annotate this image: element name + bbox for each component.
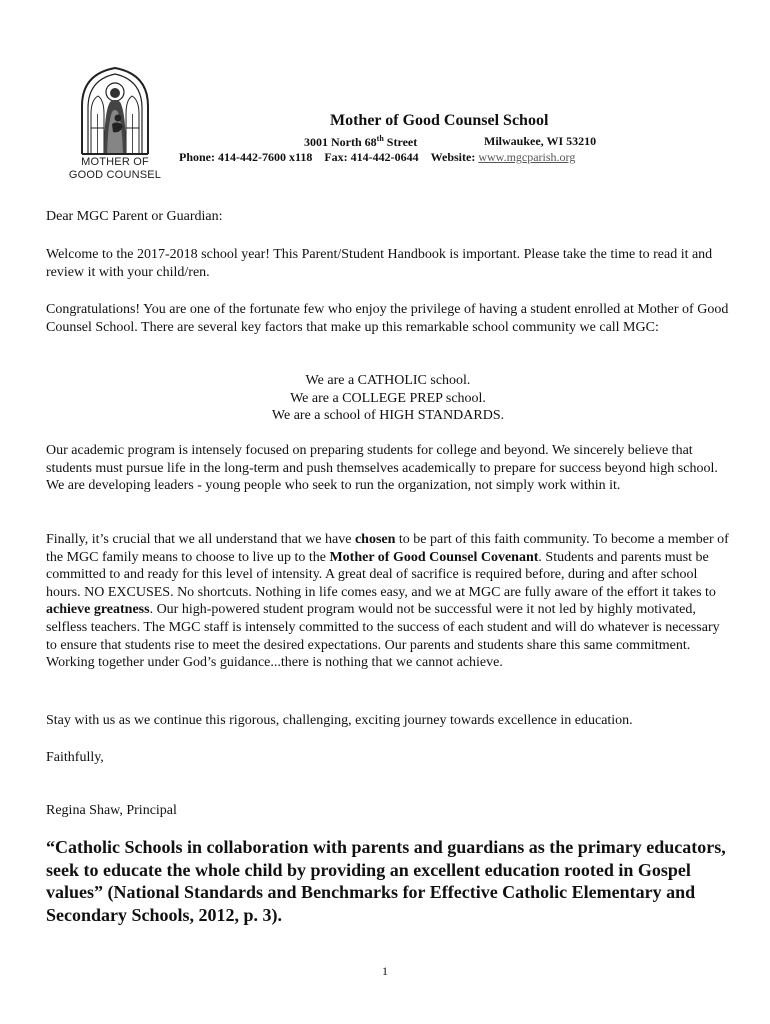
- city-state-zip: Milwaukee, WI 53210: [484, 134, 597, 148]
- school-name-heading: Mother of Good Counsel School: [330, 112, 549, 129]
- fax-number: Fax: 414-442-0644: [324, 150, 419, 164]
- mission-statements: [46, 372, 730, 425]
- greeting: Dear MGC Parent or Guardian:: [46, 209, 223, 224]
- street-superscript: th: [376, 134, 384, 143]
- contact-line: [179, 150, 575, 165]
- paragraph-covenant: [46, 531, 730, 672]
- street-suffix: Street: [383, 135, 418, 149]
- statement-college-prep: We are a COLLEGE PREP school.: [290, 390, 486, 406]
- p4-part-e: . Students and parents must be committed to and ready for this level of intensity. A great deal of sacrifice is required before, during and after school hours. NO EXCUSES. No shortcuts. Nothing in life comes easy, and we at MGC are fully aware of the effort it takes to: [46, 549, 716, 600]
- p4-part-g: . Our high-powered student program would not be successful were it not led by highly motivated, selfless teachers. The MGC staff is intensely committed to the success of each student and will do whatever is necessary to ensure that students rise to meet the desired expectations. Our parents and students share this same commitment. Working together under God’s guidance...there is nothing that we cannot achieve.: [46, 602, 720, 671]
- paragraph-stay-with-us: Stay with us as we continue this rigorous, challenging, exciting journey towards excellence in education.: [46, 713, 633, 728]
- standards-quote: “Catholic Schools in collaboration with parents and guardians as the primary educators, seek to educate the whole child by providing an excellent education rooted in Gospel values” (National Standards and Benchmarks for Effective Catholic Elementary and Secondary Schools, 2012, p. 3).: [46, 837, 726, 925]
- paragraph-congratulations: Congratulations! You are one of the fortunate few who enjoy the privilege of having a student enrolled at Mother of Good Counsel School. There are several key factors that make up this remarkable school community we call MGC:: [46, 302, 729, 335]
- p4-emphasis-chosen: chosen: [354, 532, 396, 547]
- page-number: 1: [382, 964, 388, 978]
- school-logo: [60, 66, 170, 186]
- street-prefix: 3001 North 68: [304, 135, 377, 149]
- signature: Regina Shaw, Principal: [46, 803, 177, 818]
- phone-number: Phone: 414-442-7600 x118: [179, 150, 313, 164]
- p4-part-c: to be part of this faith community. To become a member of the MGC family means to choose to live up to the: [46, 532, 729, 565]
- p4-emphasis-greatness: achieve greatness: [46, 602, 150, 618]
- p4-part-a: Finally, it’s crucial that we all understand that we have: [46, 532, 355, 547]
- statement-high-standards: We are a school of HIGH STANDARDS.: [271, 408, 505, 424]
- paragraph-welcome: Welcome to the 2017-2018 school year! This Parent/Student Handbook is important. Please take the time to read it and review it with your child/ren.: [46, 247, 713, 280]
- p4-emphasis-covenant: Mother of Good Counsel Covenant: [329, 549, 539, 565]
- statement-catholic: We are a CATHOLIC school.: [305, 373, 471, 388]
- website-link[interactable]: www.mgcparish.org: [478, 150, 576, 164]
- logo-text-line1: MOTHER OF: [81, 156, 149, 168]
- paragraph-academic-program: Our academic program is intensely focused on preparing students for college and beyond. We sincerely believe that students must pursue life in the long-term and push themselves academically to prepare for success beyond high school. We are developing leaders - young people who seek to run the organization, not simply work within it.: [46, 443, 718, 494]
- logo-text-line2: GOOD COUNSEL: [68, 169, 162, 181]
- madonna-logo-icon: [60, 66, 170, 156]
- closing: Faithfully,: [46, 750, 104, 765]
- street-address: [304, 134, 417, 150]
- website-label: Website:: [430, 150, 476, 164]
